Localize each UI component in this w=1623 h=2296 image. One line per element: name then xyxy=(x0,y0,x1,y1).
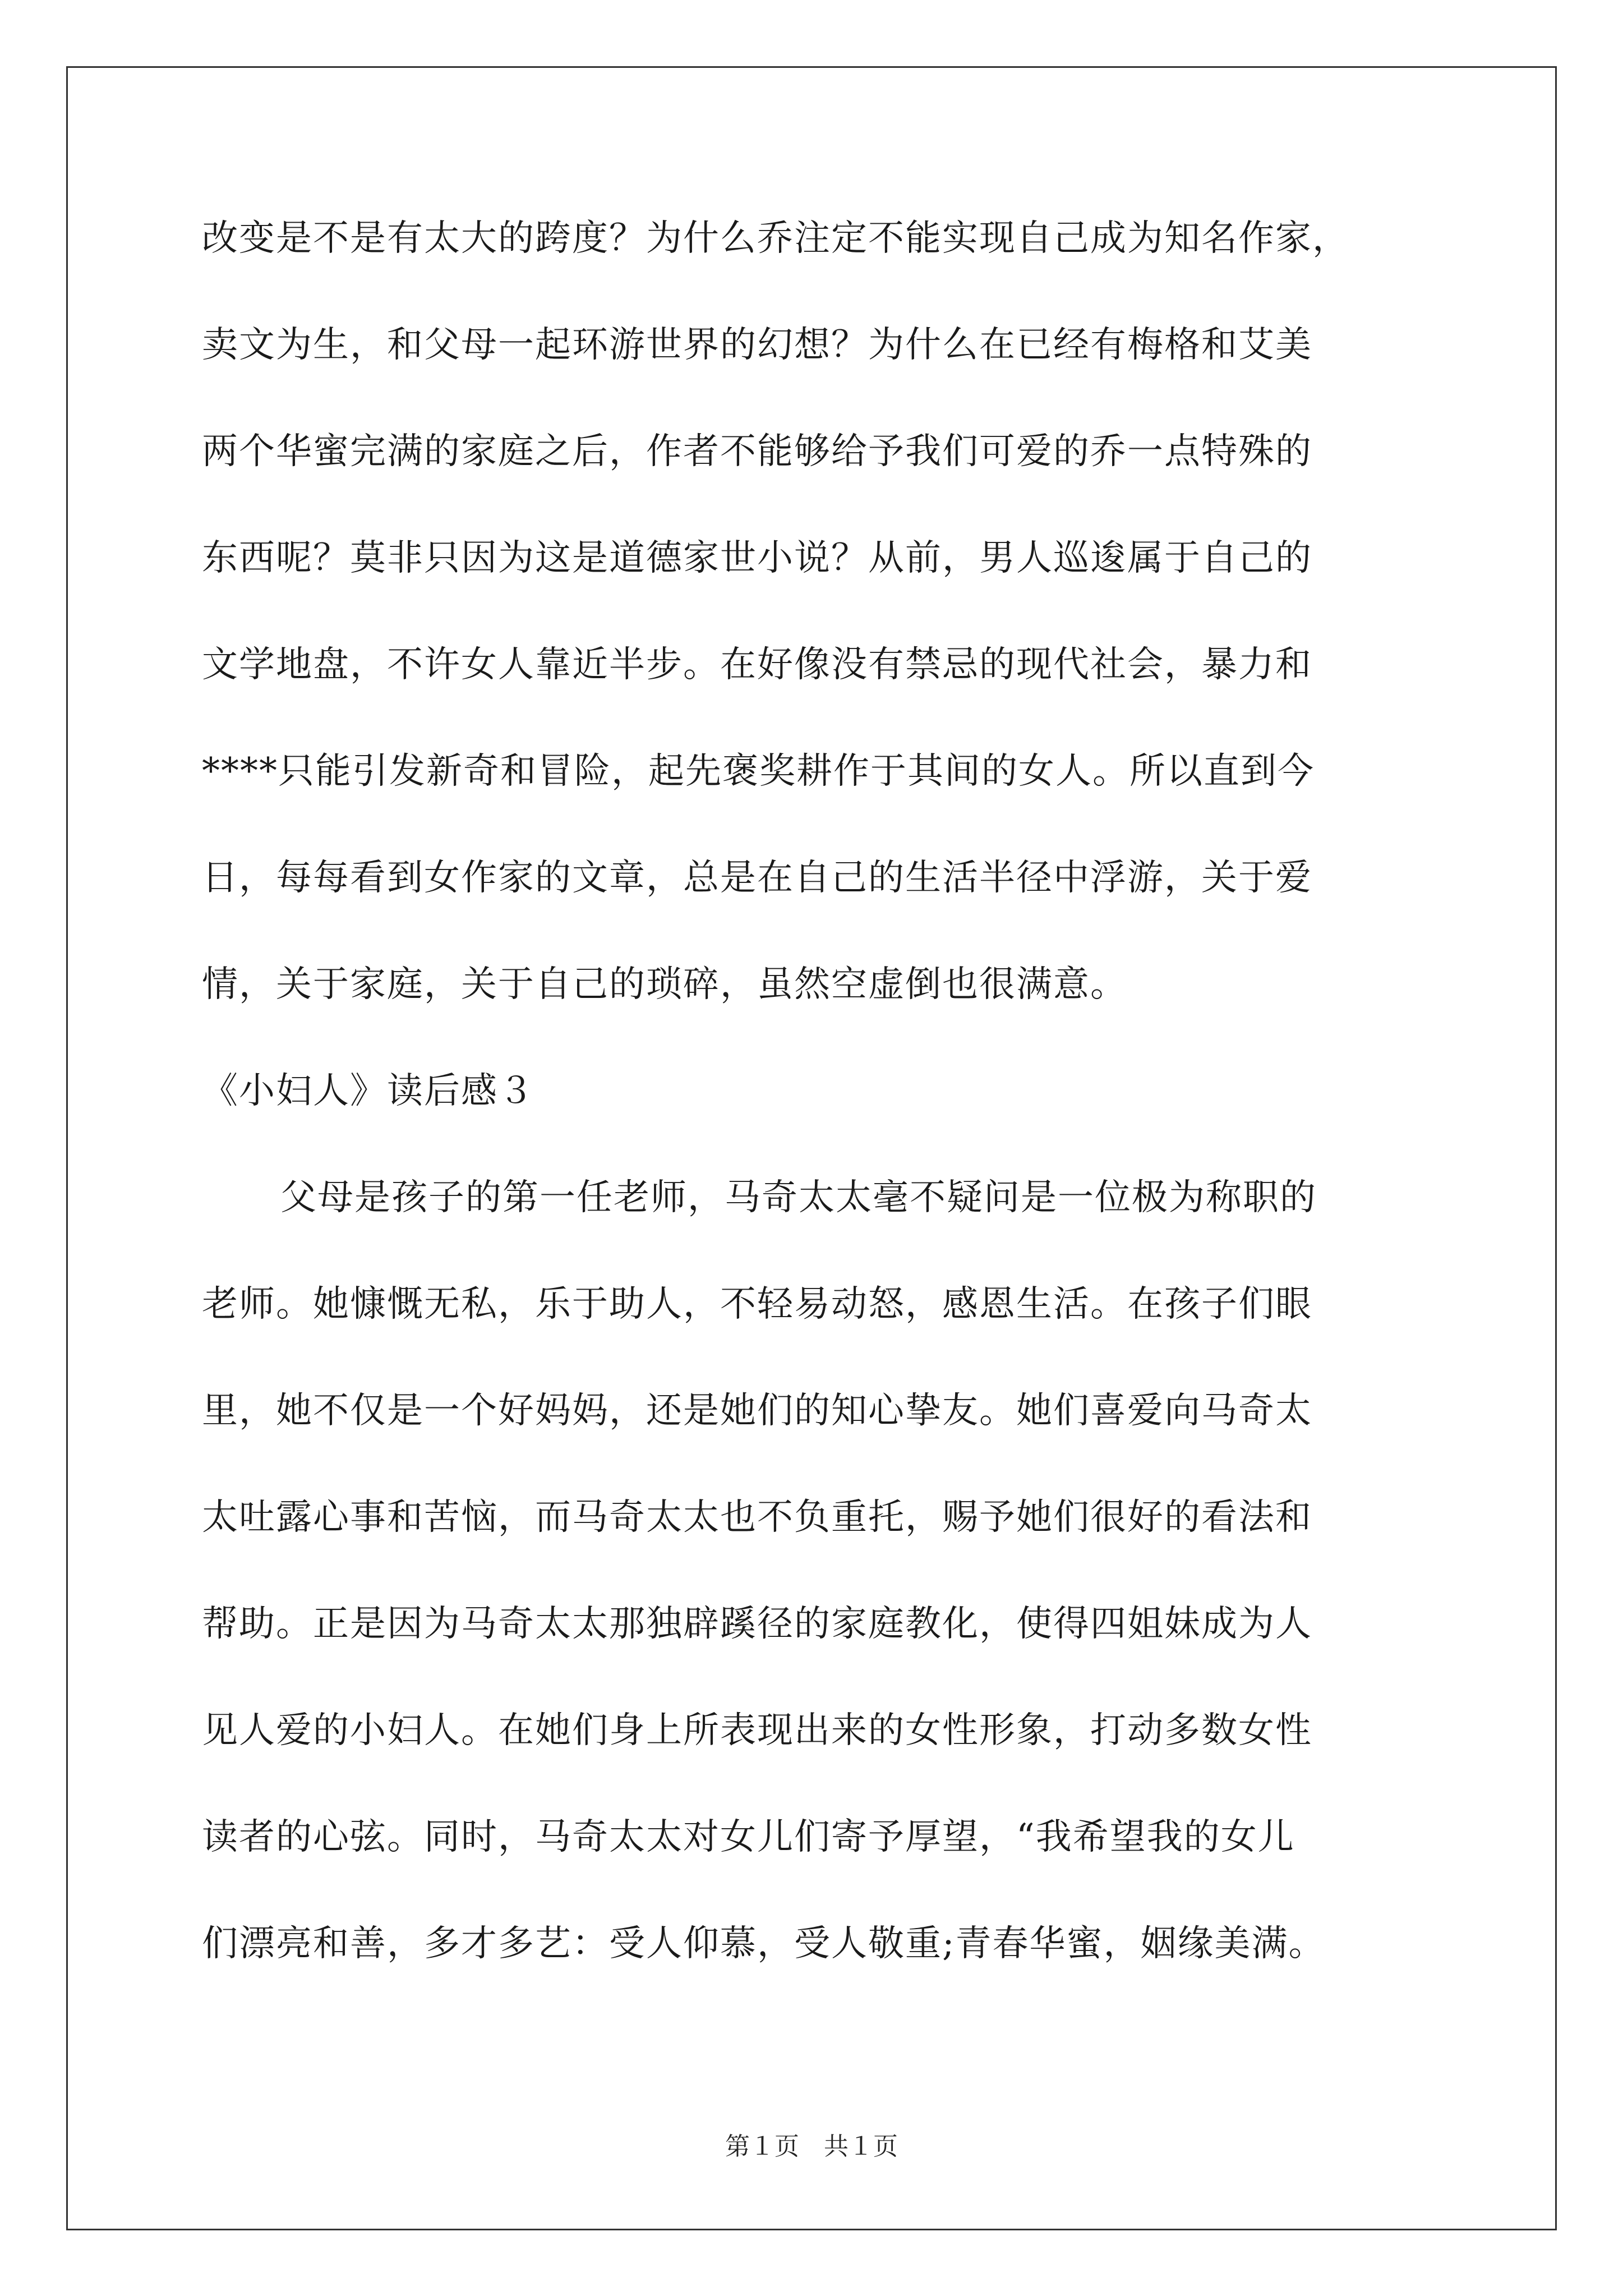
paragraph-first-line: 父母是孩子的第一任老师，马奇太太毫不疑问是一位极为称职的 xyxy=(280,1177,1317,1218)
text-line: 太吐露心事和苦恼，而马奇太太也不负重托，赐予她们很好的看法和 xyxy=(202,1497,1312,1538)
text-line: 东西呢？莫非只因为这是道德家世小说？从前，男人巡逡属于自己的 xyxy=(202,537,1312,579)
text-line: 见人爱的小妇人。在她们身上所表现出来的女性形象，打动多数女性 xyxy=(202,1710,1312,1751)
text-line: 文学地盘，不许女人靠近半步。在好像没有禁忌的现代社会，暴力和 xyxy=(202,644,1312,685)
text-line: ****只能引发新奇和冒险，起先褒奖耕作于其间的女人。所以直到今 xyxy=(202,751,1315,792)
text-line: 们漂亮和善，多才多艺：受人仰慕，受人敬重;青春华蜜，姻缘美满。 xyxy=(202,1923,1326,1964)
section-heading: 《小妇人》读后感３ xyxy=(202,1070,535,1112)
text-line: 情，关于家庭，关于自己的琐碎，虽然空虚倒也很满意。 xyxy=(202,964,1127,1005)
text-line: 读者的心弦。同时，马奇太太对女儿们寄予厚望，“我希望我的女儿 xyxy=(202,1816,1295,1858)
text-line: 里，她不仅是一个好妈妈，还是她们的知心挚友。她们喜爱向马奇太 xyxy=(202,1390,1312,1432)
text-line: 日，每每看到女作家的文章，总是在自己的生活半径中浮游，关于爱 xyxy=(202,857,1312,899)
text-line: 改变是不是有太大的跨度？为什么乔注定不能实现自己成为知名作家， xyxy=(202,218,1349,259)
text-line: 卖文为生，和父母一起环游世界的幻想？为什么在已经有梅格和艾美 xyxy=(202,324,1312,366)
text-line: 老师。她慷慨无私，乐于助人，不轻易动怒，感恩生活。在孩子们眼 xyxy=(202,1283,1312,1325)
page-footer: 第１页 共１页 xyxy=(725,2132,898,2161)
text-line: 两个华蜜完满的家庭之后，作者不能够给予我们可爱的乔一点特殊的 xyxy=(202,431,1312,472)
text-line: 帮助。正是因为马奇太太那独辟蹊径的家庭教化，使得四姐妹成为人 xyxy=(202,1603,1312,1645)
document-body xyxy=(202,185,1458,1997)
